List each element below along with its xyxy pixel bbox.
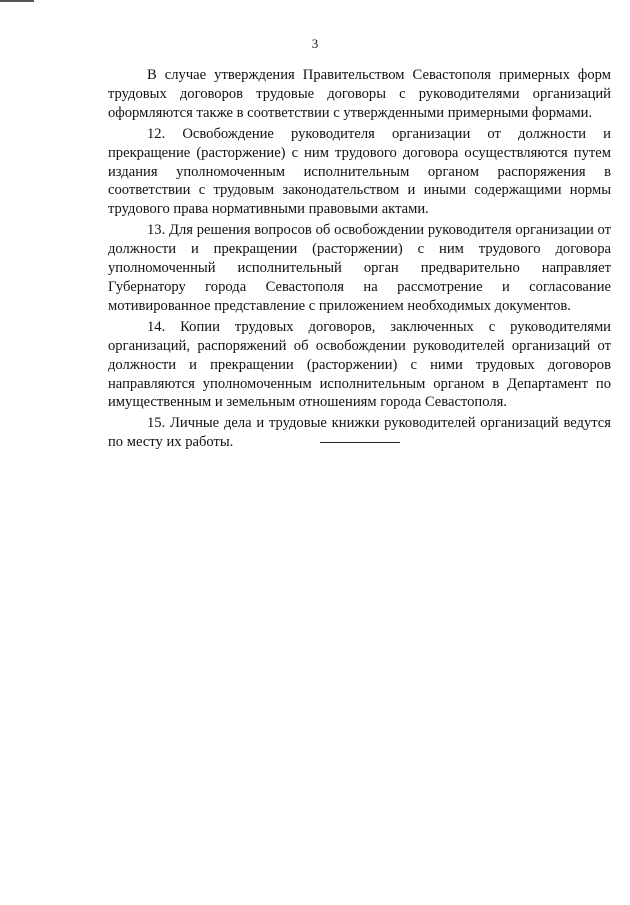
paragraph-15: 15. Личные дела и трудовые книжки руководителей организаций ведутся по месту их работы. [108,415,611,451]
paragraph-13: 13. Для решения вопросов об освобождении руководителя организации от должности и прекращении (расторжении) с ним трудового договора уполномоченный исполнительный орган предварительно направляет Губернатору города Севастополя на рассмотрение и согласование мотивированное представление с приложением необходимых документов. [108,222,611,314]
paragraph-14: 14. Копии трудовых договоров, заключенных с руководителями организаций, распоряжений об освобождении руководителей организаций от должности и прекращении (расторжении) с ними трудовых договоров направляются уполномоченным исполнительным органом в Департамент по имущественным и земельным отношениям города Севастополя. [108,318,611,411]
paragraph-intro: В случае утверждения Правительством Севастополя примерных форм трудовых договоров трудовые договоры с руководителями организаций оформляются также в соответствии с утвержденными примерными формами. [108,67,611,121]
page-number: 3 [311,36,319,51]
end-separator-line [320,442,400,443]
paragraph-12: 12. Освобождение руководителя организации от должности и прекращение (расторжение) с ним трудового договора осуществляются путем издания уполномоченным исполнительным органом распоряжения в соответствии с трудовым законодательством и иными содержащими нормы трудового права нормативными правовыми актами. [108,125,611,218]
scan-edge-mark [0,0,34,2]
document-body [108,66,611,454]
